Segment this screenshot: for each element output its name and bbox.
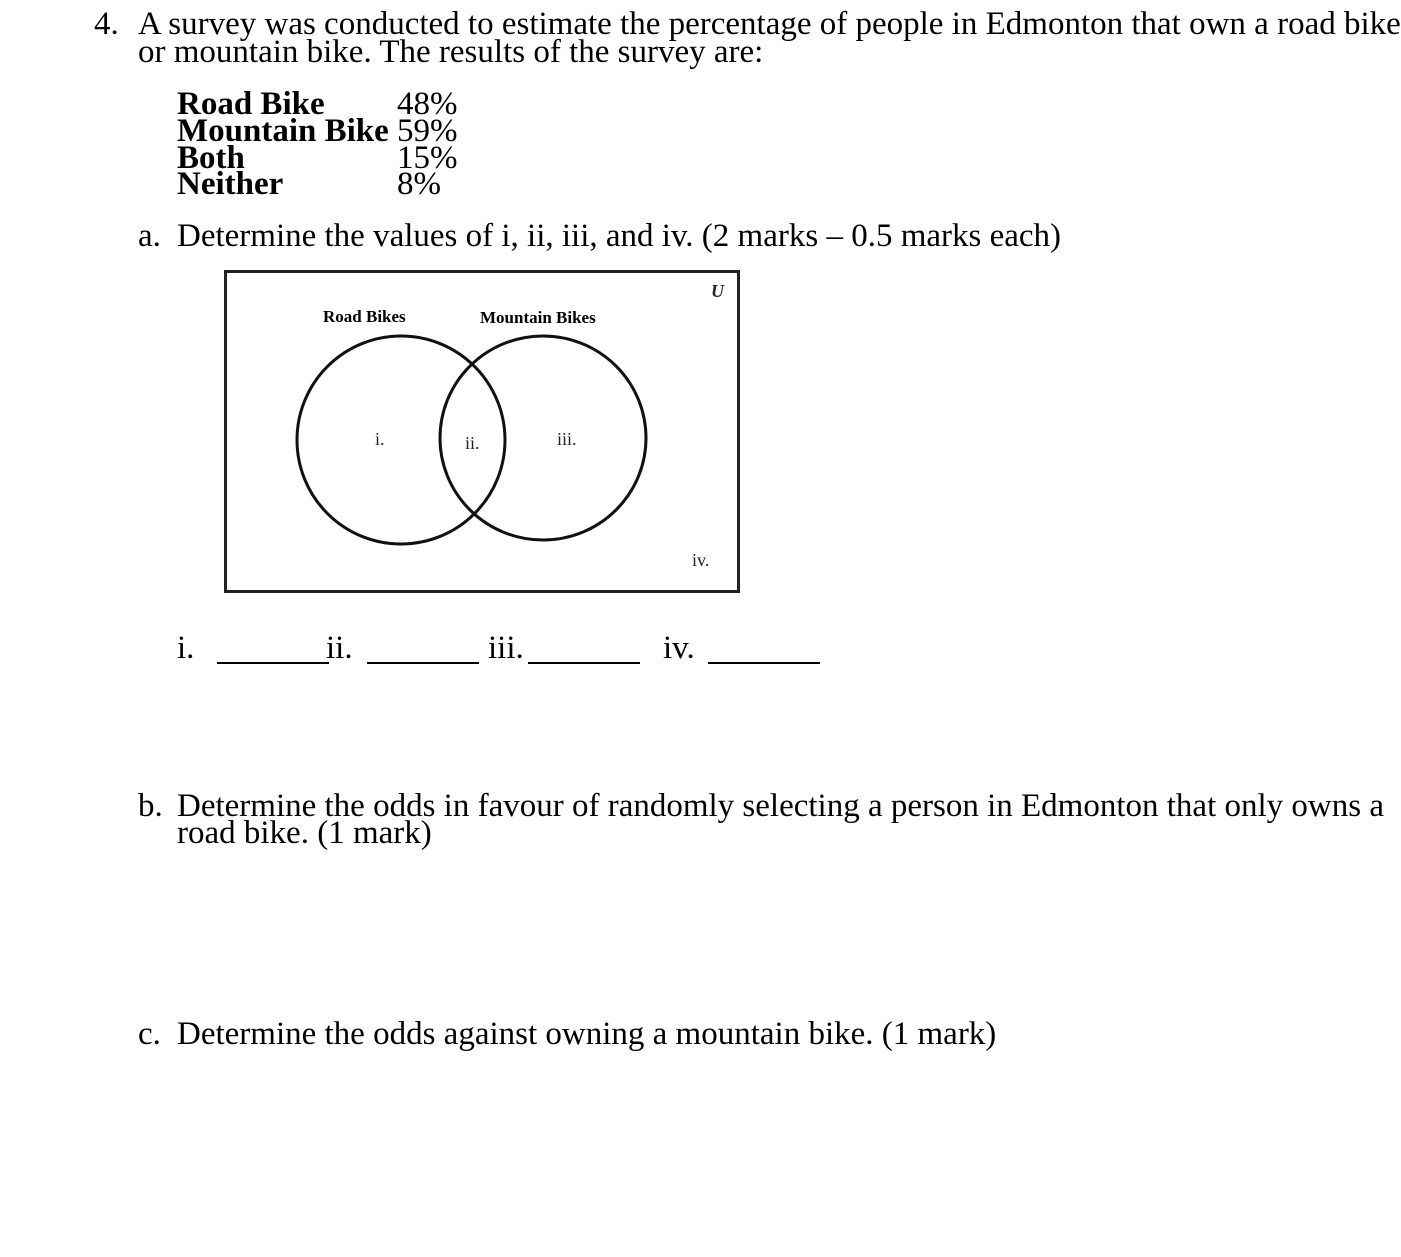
result-label-road-bike: Road Bike (177, 86, 325, 122)
question-number: 4. (94, 6, 119, 42)
part-c-letter: c. (138, 1016, 161, 1052)
region-iii-label: iii. (557, 429, 577, 449)
result-value-both: 15% (397, 140, 458, 176)
part-a-letter: a. (138, 218, 161, 254)
result-label-neither: Neither (177, 166, 284, 202)
result-value-neither: 8% (397, 166, 441, 202)
road-bikes-label: Road Bikes (323, 307, 406, 326)
answer-iii-blank[interactable] (528, 634, 640, 664)
region-iv-label: iv. (692, 550, 710, 570)
answer-i-blank[interactable] (217, 634, 329, 664)
answer-ii-blank[interactable] (367, 634, 479, 664)
result-label-mountain-bike: Mountain Bike (177, 113, 389, 149)
answer-iii-label: iii. (488, 630, 524, 666)
mountain-bikes-label: Mountain Bikes (480, 308, 596, 327)
region-i-label: i. (375, 429, 385, 449)
universe-label: U (711, 281, 724, 301)
part-a-text: Determine the values of i, ii, iii, and iv. (2 marks – 0.5 marks each) (177, 218, 1062, 254)
question-intro-line1: A survey was conducted to estimate the percentage of people in Edmonton that own a road bike (138, 6, 1401, 42)
result-label-both: Both (177, 140, 245, 176)
answer-iv-label: iv. (663, 630, 695, 666)
region-ii-label: ii. (465, 433, 480, 453)
answer-ii-label: ii. (326, 630, 353, 666)
part-b-text-line2: road bike. (1 mark) (177, 815, 432, 851)
question-intro-line2: or mountain bike. The results of the survey are: (138, 34, 764, 70)
part-c-text: Determine the odds against owning a mountain bike. (1 mark) (177, 1016, 997, 1052)
answer-i-label: i. (177, 630, 195, 666)
venn-diagram (224, 270, 740, 593)
result-value-road-bike: 48% (397, 86, 458, 122)
answer-iv-blank[interactable] (708, 634, 820, 664)
part-b-letter: b. (138, 788, 163, 824)
result-value-mountain-bike: 59% (397, 113, 458, 149)
part-b-text-line1: Determine the odds in favour of randomly selecting a person in Edmonton that only owns a (177, 788, 1384, 824)
